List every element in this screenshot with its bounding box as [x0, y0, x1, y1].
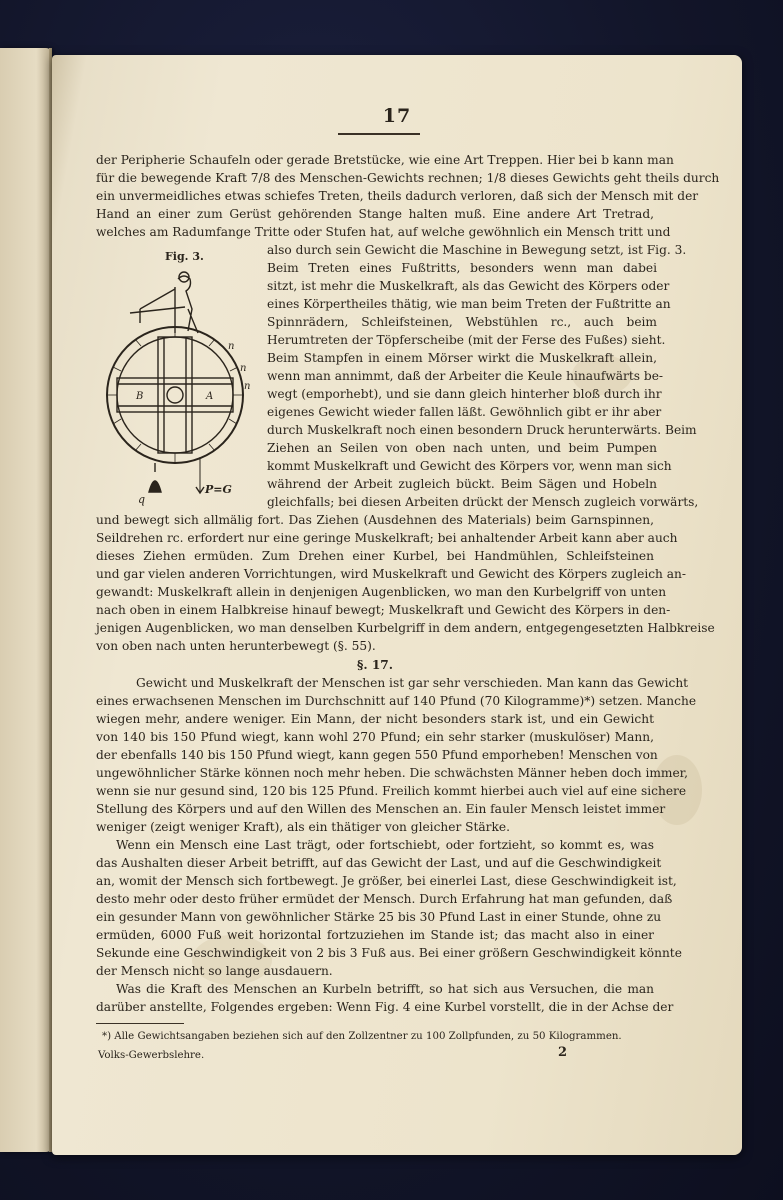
section-heading: §. 17. [356, 658, 394, 672]
treadwheel-figure [100, 267, 265, 512]
text-line: und bewegt sich allmälig fort. Das Ziehen (Ausdehnen des Materials) beim Garnspinnen, [96, 513, 654, 527]
text-line: Seildrehen rc. erfordert nur eine geringe Muskelkraft; bei anhaltender Arbeit kann aber auch [96, 531, 678, 545]
text-line: und gar vielen anderen Vorrichtungen, wird Muskelkraft und Gewicht des Körpers zugleich an- [96, 567, 686, 581]
text-line: ein gesunder Mann von gewöhnlicher Stärke 25 bis 30 Pfund Last in einer Stunde, ohne zu [96, 910, 662, 924]
text-line: das Aushalten dieser Arbeit betrifft, auf das Gewicht der Last, und auf die Geschwindigkeit [96, 856, 662, 870]
text-line: Hand an einer zum Gerüst gehörenden Stange halten muß. Eine andere Art Tretrad, [96, 207, 654, 221]
text-line: wenn man annimmt, daß der Arbeiter die Keule hinaufwärts be- [267, 369, 664, 383]
figure-label: Fig. 3. [165, 250, 204, 263]
figure-letter-n: n [244, 381, 251, 392]
text-line: wiegen mehr, andere weniger. Ein Mann, der nicht besonders stark ist, und ein Gewicht [96, 712, 654, 726]
footnote-rule [96, 1023, 184, 1024]
text-line: Was die Kraft des Menschen an Kurbeln betrifft, so hat sich aus Versuchen, die man [116, 982, 654, 996]
text-line: der ebenfalls 140 bis 150 Pfund wiegt, kann gegen 550 Pfund emporheben! Menschen von [96, 748, 658, 762]
figure-letter-a: A [206, 391, 214, 402]
text-line: desto mehr oder desto früher ermüdet der Mensch. Durch Erfahrung hat man gefunden, daß [96, 892, 673, 906]
text-line: ungewöhnlicher Stärke können noch mehr heben. Die schwächsten Männer heben doch immer, [96, 766, 689, 780]
text-line: Stellung des Körpers und auf den Willen des Menschen an. Ein fauler Mensch leistet immer [96, 802, 666, 816]
text-line: eines erwachsenen Menschen im Durchschnitt auf 140 Pfund (70 Kilogramme)*) setzen. Manche [96, 694, 697, 708]
text-line: von 140 bis 150 Pfund wiegt, kann wohl 270 Pfund; ein sehr starker (muskulöser) Mann, [96, 730, 654, 744]
text-line: weniger (zeigt weniger Kraft), als ein thätiger von gleicher Stärke. [96, 820, 510, 834]
text-line: gewandt: Muskelkraft allein in denjenigen Augenblicken, wo man den Kurbelgriff von unten [96, 585, 667, 599]
text-line: gleichfalls; bei diesen Arbeiten drückt der Mensch zugleich vorwärts, [267, 495, 699, 509]
text-line: der Peripherie Schaufeln oder gerade Bretstücke, wie eine Art Treppen. Hier bei b kann man [96, 153, 674, 167]
text-line: ein unvermeidliches etwas schiefes Treten, theils dadurch verloren, daß sich der Mensch mit der [96, 189, 699, 203]
text-line: während der Arbeit zugleich bückt. Beim Sägen und Hobeln [267, 477, 657, 491]
text-line: kommt Muskelkraft und Gewicht des Körpers vor, wenn man sich [267, 459, 672, 473]
text-line: dieses Ziehen ermüden. Zum Drehen einer Kurbel, bei Handmühlen, Schleifsteinen [96, 549, 654, 563]
text-line: jenigen Augenblicken, wo man denselben Kurbelgriff in dem andern, entgegengesetzten Halbkreise [96, 621, 715, 635]
page-number-rule [338, 133, 420, 135]
text-line: eigenes Gewicht wieder fallen läßt. Gewöhnlich gibt er ihr aber [267, 405, 662, 419]
text-line: Beim Stampfen in einem Mörser wirkt die Muskelkraft allein, [267, 351, 657, 365]
footnote: *) Alle Gewichtsangaben beziehen sich auf den Zollzentner zu 100 Zollpfunden, zu 50 Kilogrammen. [102, 1031, 622, 1042]
figure-letter-q: q [138, 493, 146, 506]
text-line: für die bewegende Kraft 7/8 des Menschen-Gewichts rechnen; 1/8 dieses Gewichts geht theils durch [96, 171, 720, 185]
text-line: Herumtreten der Töpferscheibe (mit der Ferse des Fußes) sieht. [267, 333, 666, 347]
figure-letter-n: n [228, 341, 235, 352]
figure-letter-n: n [240, 363, 247, 374]
text-line: welches am Radumfange Tritte oder Stufen hat, auf welche gewöhnlich ein Mensch tritt und [96, 225, 671, 239]
left-page-edge [0, 48, 52, 1152]
text-line: Wenn ein Mensch eine Last trägt, oder fortschiebt, oder fortzieht, so kommt es, was [116, 838, 654, 852]
figure-letter-b: B [136, 391, 144, 402]
book-page [52, 55, 742, 1155]
text-line: ermüden, 6000 Fuß weit horizontal fortzuziehen im Stande ist; das macht also in einer [96, 928, 654, 942]
text-line: wenn sie nur gesund sind, 120 bis 125 Pfund. Freilich kommt hierbei auch viel auf eine sichere [96, 784, 687, 798]
footer-book-title: Volks-Gewerbslehre. [98, 1050, 205, 1061]
text-line: Ziehen an Seilen von oben nach unten, und beim Pumpen [267, 441, 657, 455]
text-line: der Mensch nicht so lange ausdauern. [96, 964, 333, 978]
text-line: eines Körpertheiles thätig, wie man beim Treten der Fußtritte an [267, 297, 671, 311]
text-line: Spinnrädern, Schleifsteinen, Webstühlen rc., auch beim [267, 315, 657, 329]
text-line: durch Muskelkraft noch einen besondern Druck herunterwärts. Beim [267, 423, 697, 437]
text-line: wegt (emporhebt), und sie dann gleich hinterher bloß durch ihr [267, 387, 662, 401]
text-line: Gewicht und Muskelkraft der Menschen ist gar sehr verschieden. Man kann das Gewicht [136, 676, 689, 690]
figure-formula: P=G [205, 483, 232, 496]
text-line: also durch sein Gewicht die Maschine in Bewegung setzt, ist Fig. 3. [267, 243, 687, 257]
text-line: an, womit der Mensch sich fortbewegt. Je größer, bei einerlei Last, diese Geschwindigkeit ist, [96, 874, 677, 888]
text-line: Beim Treten eines Fußtritts, besonders wenn man dabei [267, 261, 657, 275]
footer-signature-mark: 2 [558, 1045, 568, 1060]
page-number: 17 [382, 105, 412, 127]
text-line: von oben nach unten herunterbewegt (§. 55). [96, 639, 376, 653]
text-line: nach oben in einem Halbkreise hinauf bewegt; Muskelkraft und Gewicht des Körpers in den- [96, 603, 671, 617]
text-line: Sekunde eine Geschwindigkeit von 2 bis 3 Fuß aus. Bei einer größern Geschwindigkeit könnte [96, 946, 682, 960]
text-line: darüber anstellte, Folgendes ergeben: Wenn Fig. 4 eine Kurbel vorstellt, die in der Achse der [96, 1000, 674, 1014]
text-line: sitzt, ist mehr die Muskelkraft, als das Gewicht des Körpers oder [267, 279, 670, 293]
